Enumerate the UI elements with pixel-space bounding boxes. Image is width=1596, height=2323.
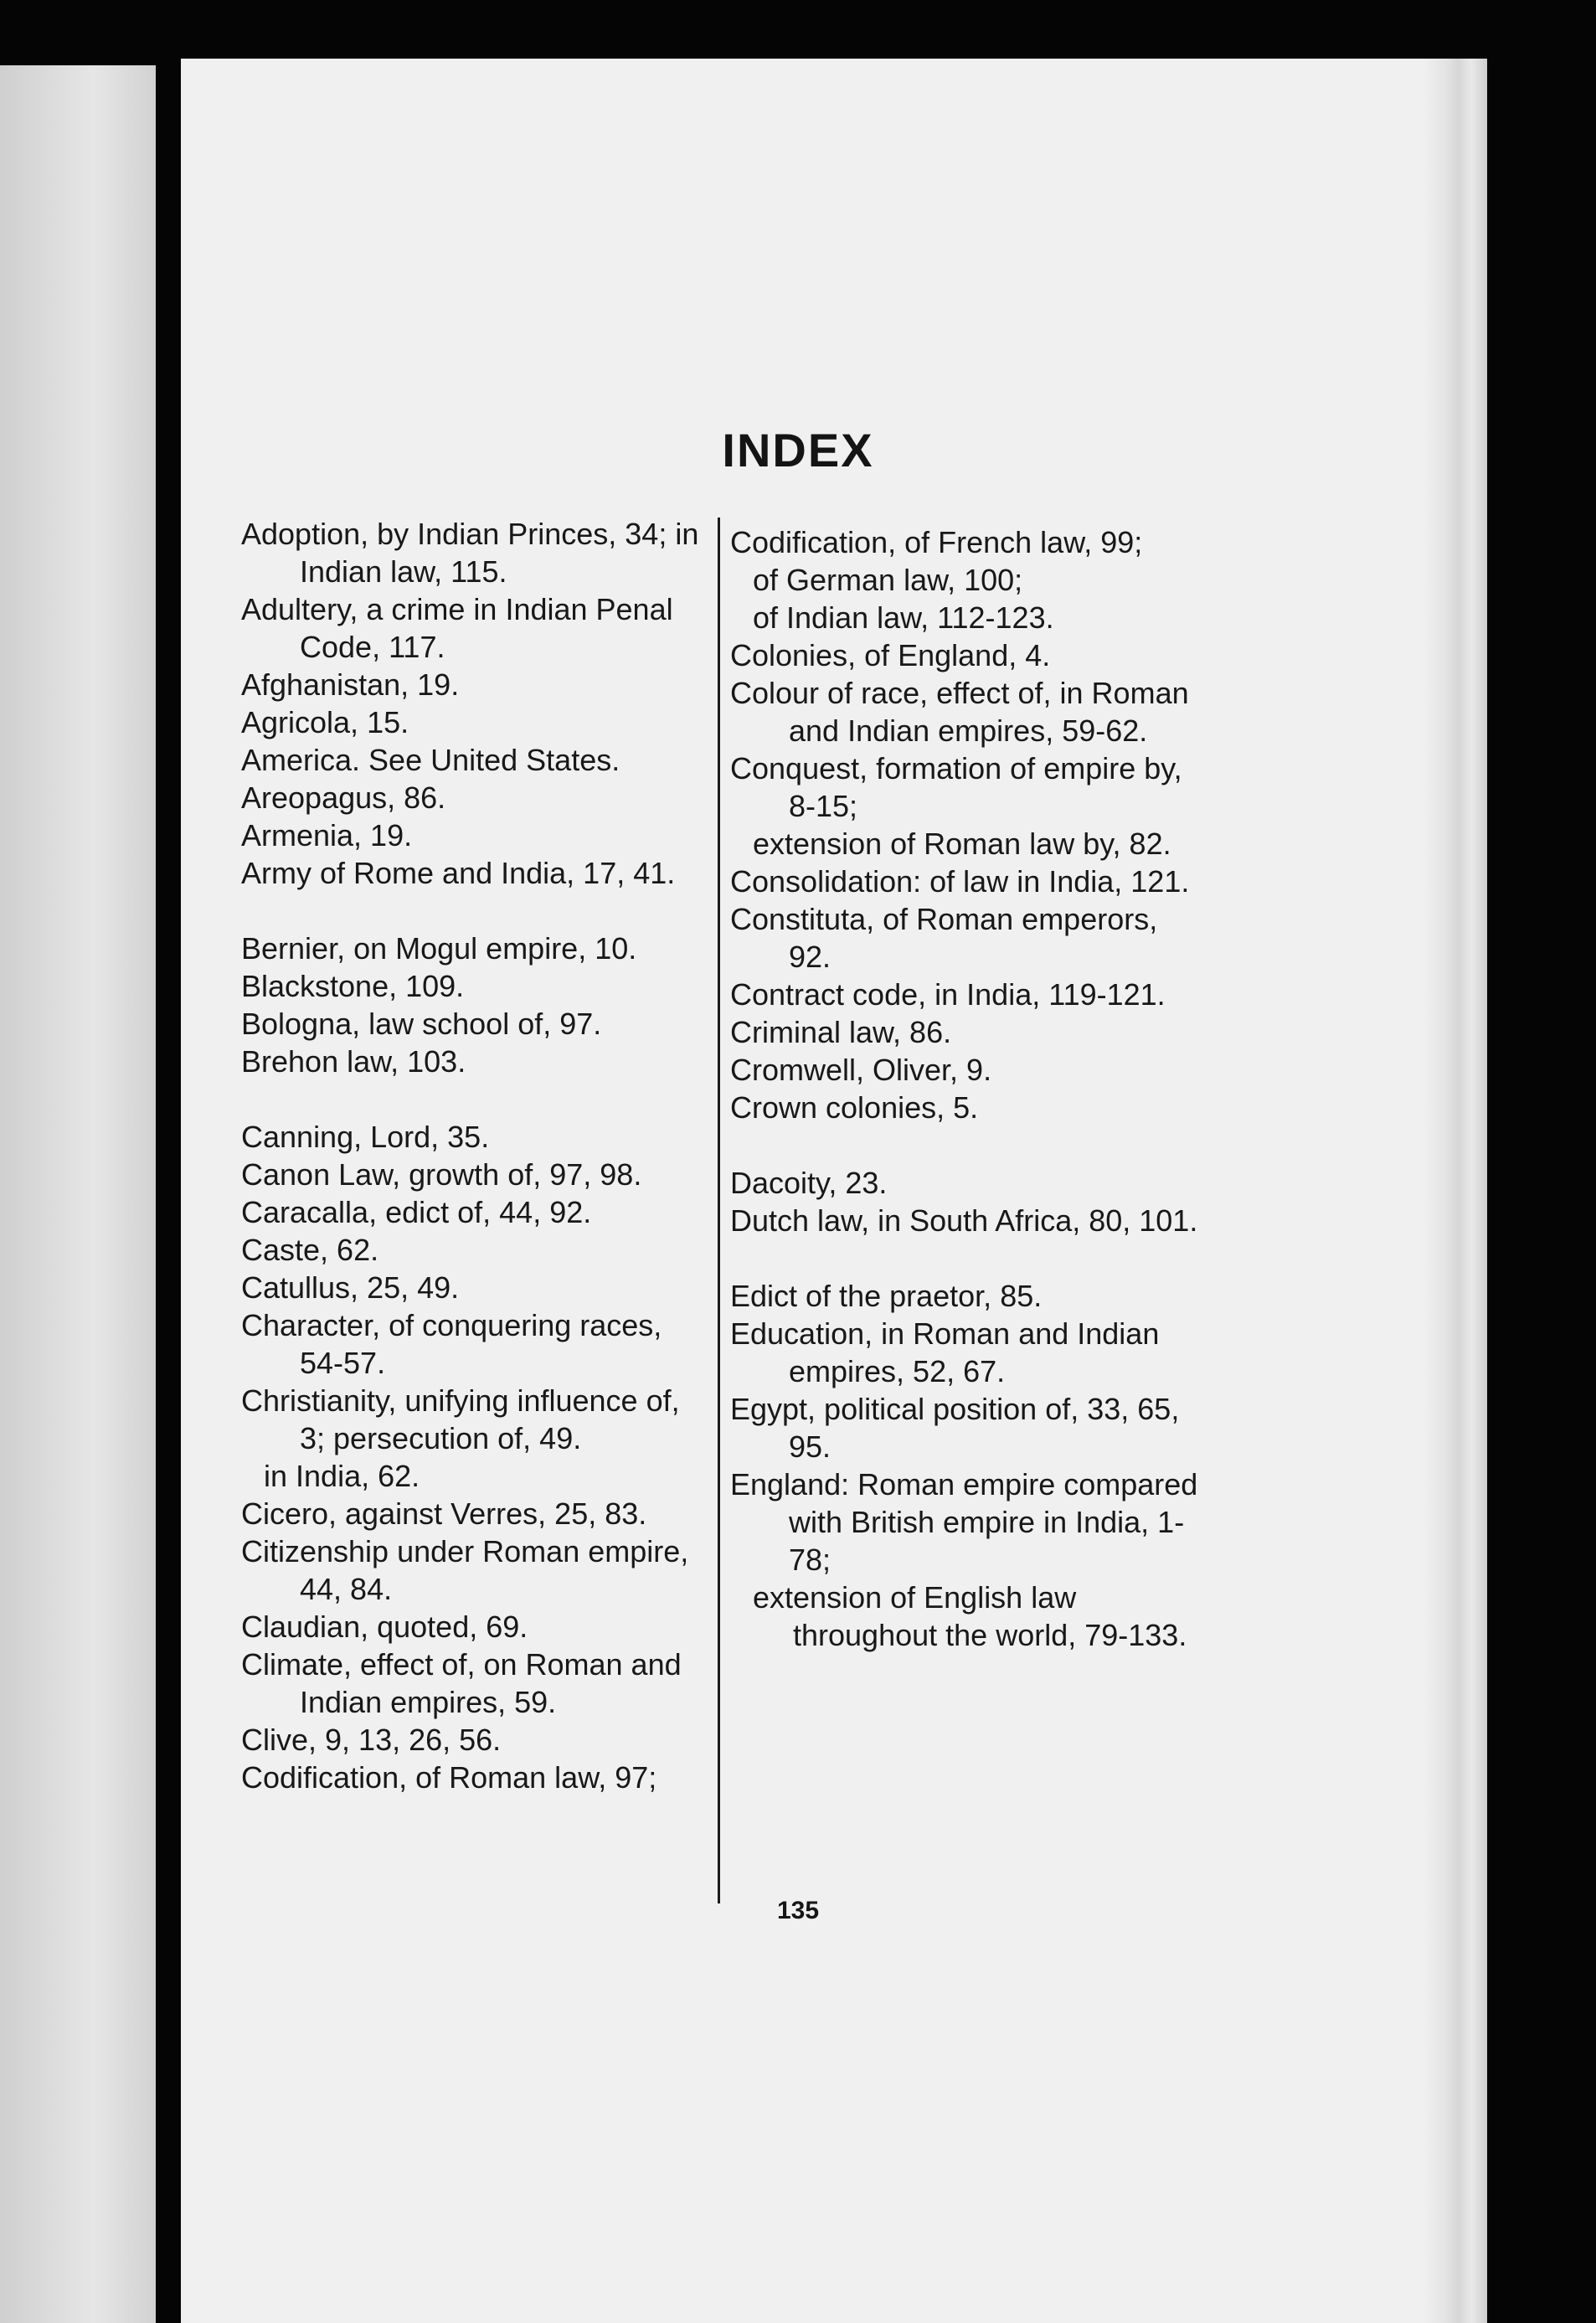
index-entry: Caste, 62.	[241, 1233, 379, 1267]
index-entry: Blackstone, 109.	[241, 969, 465, 1003]
index-subentry: extension of Roman law by, 82.	[753, 827, 1171, 861]
index-entry: Adoption, by Indian Princes, 34; in Indian law, 115.	[241, 517, 699, 589]
index-entry: Bernier, on Mogul empire, 10.	[241, 931, 637, 966]
index-entry: Canon Law, growth of, 97, 98.	[241, 1157, 642, 1192]
index-entry: Afghanistan, 19.	[241, 667, 460, 702]
index-subentry: of German law, 100;	[753, 563, 1023, 597]
index-column-right	[730, 523, 1199, 1654]
index-entry: Criminal law, 86.	[730, 1015, 952, 1049]
page-fore-edge	[1424, 59, 1487, 2323]
index-entry: Cicero, against Verres, 25, 83.	[241, 1496, 647, 1531]
index-entry: Christianity, unifying influence of, 3; persecution of, 49.	[241, 1383, 680, 1455]
index-entry: Edict of the praetor, 85.	[730, 1279, 1043, 1313]
section-gap	[730, 1239, 1199, 1277]
index-entry: Constituta, of Roman emperors, 92.	[730, 902, 1158, 974]
index-entry: Codification, of Roman law, 97;	[241, 1760, 657, 1795]
index-subentry: extension of English law throughout the world, 79-133.	[753, 1580, 1187, 1652]
section-gap	[241, 1080, 706, 1118]
index-subentry: in India, 62.	[264, 1459, 420, 1493]
index-entry: Claudian, quoted, 69.	[241, 1610, 528, 1644]
index-entry: Army of Rome and India, 17, 41.	[241, 856, 676, 890]
index-entry: Education, in Roman and Indian empires, 52, 67.	[730, 1316, 1160, 1388]
index-entry: England: Roman empire compared with British empire in India, 1-78;	[730, 1467, 1198, 1577]
index-entry: Codification, of French law, 99;	[730, 525, 1143, 559]
index-subentry: of Indian law, 112-123.	[753, 600, 1054, 635]
index-entry: Clive, 9, 13, 26, 56.	[241, 1723, 502, 1757]
page-number: 135	[776, 1897, 820, 1924]
index-entry: Conquest, formation of empire by, 8-15;	[730, 751, 1182, 823]
index-column-left	[241, 515, 706, 1796]
index-entry: Colonies, of England, 4.	[730, 638, 1051, 672]
section-gap	[730, 1126, 1199, 1164]
index-entry: Canning, Lord, 35.	[241, 1120, 490, 1154]
index-entry: Character, of conquering races, 54-57.	[241, 1308, 662, 1380]
previous-page-edge	[0, 65, 156, 2323]
index-entry: Dutch law, in South Africa, 80, 101.	[730, 1203, 1198, 1238]
section-gap	[241, 892, 706, 930]
index-entry: Colour of race, effect of, in Roman and Indian empires, 59-62.	[730, 676, 1189, 748]
index-entry: America. See United States.	[241, 743, 620, 777]
page-title: INDEX	[722, 424, 874, 476]
index-entry: Citizenship under Roman empire, 44, 84.	[241, 1534, 689, 1606]
index-entry: Brehon law, 103.	[241, 1044, 466, 1079]
index-entry: Climate, effect of, on Roman and Indian empires, 59.	[241, 1647, 682, 1719]
index-entry: Areopagus, 86.	[241, 780, 446, 815]
column-divider	[718, 518, 720, 1903]
index-entry: Egypt, political position of, 33, 65, 95.	[730, 1392, 1180, 1464]
index-entry: Contract code, in India, 119-121.	[730, 977, 1166, 1012]
index-entry: Bologna, law school of, 97.	[241, 1007, 602, 1041]
index-entry: Agricola, 15.	[241, 705, 409, 739]
index-entry: Crown colonies, 5.	[730, 1090, 979, 1125]
index-entry: Armenia, 19.	[241, 818, 413, 852]
index-entry: Caracalla, edict of, 44, 92.	[241, 1195, 592, 1229]
index-entry: Consolidation: of law in India, 121.	[730, 864, 1190, 899]
index-entry: Dacoity, 23.	[730, 1166, 888, 1200]
index-entry: Catullus, 25, 49.	[241, 1270, 460, 1305]
index-entry: Cromwell, Oliver, 9.	[730, 1053, 992, 1087]
index-entry: Adultery, a crime in Indian Penal Code, 117.	[241, 592, 673, 664]
